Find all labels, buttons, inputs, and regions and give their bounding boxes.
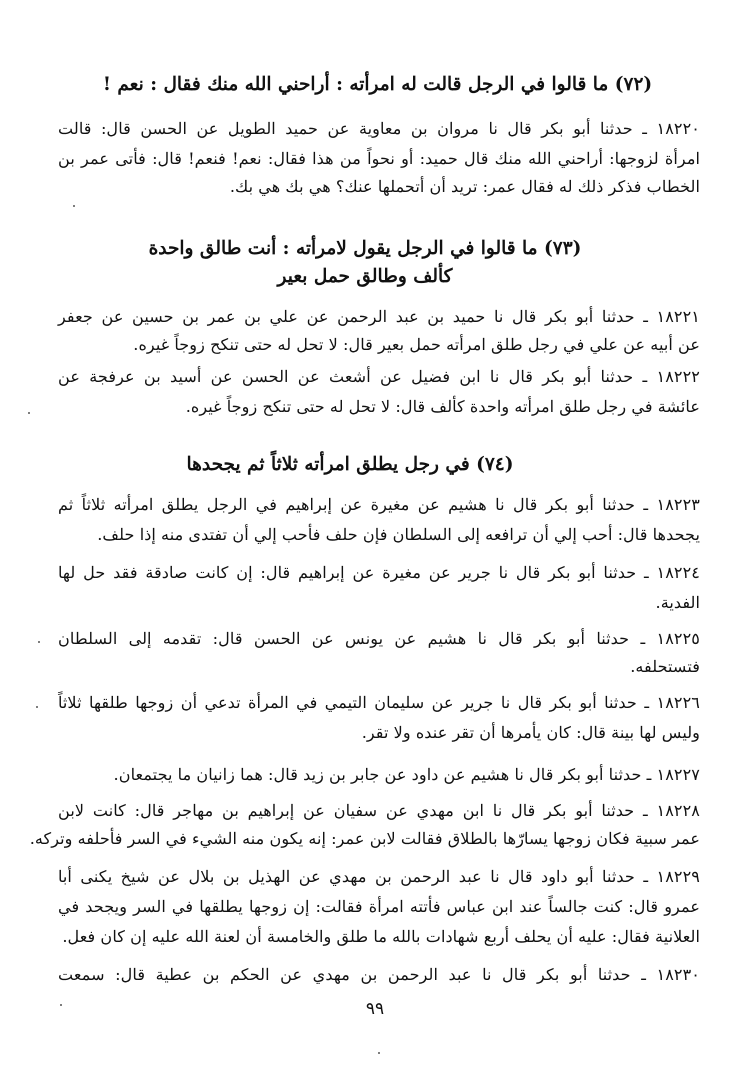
hadith-18229-line-2: عمرو قال: كنت جالساً عند ابن عباس فأتته امرأة فقالت: إن زوجها يطلقها في السر ويجحد في bbox=[58, 897, 700, 916]
hadith-18228-line-1: ١٨٢٢٨ ـ حدثنا أبو بكر قال نا ابن مهدي عن سفيان عن إبراهيم بن مهاجر قال: كانت لابن bbox=[58, 801, 700, 820]
hadith-18220-line-1: ١٨٢٢٠ ـ حدثنا أبو بكر قال نا مروان بن معاوية عن حميد الطويل عن الحسن قال: قالت bbox=[58, 119, 700, 138]
hadith-18224-line-1: ١٨٢٢٤ ـ حدثنا أبو بكر قال نا جرير عن مغيرة عن إبراهيم قال: إن كانت صادقة فقد حل لها bbox=[58, 563, 700, 582]
hadith-18224-line-2: الفدية. bbox=[655, 593, 700, 612]
scan-speck bbox=[36, 706, 38, 708]
hadith-18230-line-1: ١٨٢٣٠ ـ حدثنا أبو بكر قال نا عبد الرحمن بن مهدي عن الحكم بن عطية قال: سمعت bbox=[58, 965, 700, 984]
hadith-18229-line-1: ١٨٢٢٩ ـ حدثنا أبو داود قال نا عبد الرحمن بن مهدي عن الهذيل بن بلال عن شيخ يكنى أبا bbox=[58, 867, 700, 886]
section-heading-73: (٧٣) ما قالوا في الرجل يقول لامرأته : أنت طالق واحدة bbox=[148, 238, 582, 259]
section-heading-73-continued: كألف وطالق حمل بعير bbox=[277, 266, 453, 287]
hadith-18222-line-2: عائشة في رجل طلق امرأته واحدة كألف قال: لا تحل له حتى تنكح زوجاً غيره. bbox=[185, 397, 700, 416]
hadith-18226-line-2: وليس لها بينة قال: كان يأمرها أن تقر عنده ولا تقر. bbox=[361, 723, 700, 742]
hadith-18225-line-1: ١٨٢٢٥ ـ حدثنا أبو بكر قال نا هشيم عن يونس عن الحسن قال: تقدمه إلى السلطان bbox=[58, 629, 700, 648]
hadith-18221-line-1: ١٨٢٢١ ـ حدثنا أبو بكر قال نا حميد بن عبد الرحمن عن علي بن عمر بن حسين عن جعفر bbox=[58, 307, 700, 326]
scan-speck bbox=[38, 641, 40, 643]
hadith-18223-line-1: ١٨٢٢٣ ـ حدثنا أبو بكر قال نا هشيم عن مغيرة عن إبراهيم في الرجل يطلق امرأته ثلاثاً ثم bbox=[58, 495, 700, 514]
scan-speck bbox=[378, 1052, 380, 1054]
hadith-18229-line-3: العلانية فقال: عليه أن يحلف أربع شهادات بالله ما طلق والخامسة أن لعنة الله عليه إن كان فعل. bbox=[62, 927, 700, 946]
hadith-18227-line-1: ١٨٢٢٧ ـ حدثنا أبو بكر قال نا هشيم عن داود عن جابر بن زيد قال: هما زانيان ما يجتمعان. bbox=[113, 765, 700, 784]
scan-speck bbox=[73, 205, 75, 207]
section-heading-74: (٧٤) في رجل يطلق امرأته ثلاثاً ثم يجحدها bbox=[186, 454, 514, 475]
hadith-18225-line-2: فتستحلفه. bbox=[630, 657, 700, 676]
hadith-18226-line-1: ١٨٢٢٦ ـ حدثنا أبو بكر قال نا جرير عن سليمان التيمي في المرأة تدعي أن زوجها طلقها ثلاثاً bbox=[58, 693, 700, 712]
scan-speck bbox=[60, 1004, 62, 1006]
hadith-18220-line-2: امرأة لزوجها: أراحني الله منك قال حميد: أو نحواً من هذا فقال: نعم! فنعم! قال: فأتى عمر بن bbox=[58, 149, 700, 168]
scan-speck bbox=[28, 412, 30, 414]
page-number: ٩٩ bbox=[365, 999, 385, 1019]
hadith-18228-line-2: عمر سبية فكان زوجها يسارّها بالطلاق فقالت لابن عمر: إنه يكون منه الشيء في السر فأحلفه وتركه. bbox=[29, 829, 700, 848]
section-heading-72: (٧٢) ما قالوا في الرجل قالت له امرأته : أراحني الله منك فقال : نعم ! bbox=[102, 74, 653, 95]
hadith-18221-line-2: عن أبيه عن علي في رجل طلق امرأته حمل بعير قال: لا تحل له حتى تنكح زوجاً غيره. bbox=[133, 335, 700, 354]
hadith-18222-line-1: ١٨٢٢٢ ـ حدثنا أبو بكر قال نا ابن فضيل عن أشعث عن الحسن عن أسيد بن عرفجة عن bbox=[58, 367, 700, 386]
hadith-18223-line-2: يجحدها قال: أحب إلي أن ترافعه إلى السلطان فإن حلف فأحب إلي أن تفتدى منه إذا حلف. bbox=[97, 525, 700, 544]
hadith-18220-line-3: الخطاب فذكر ذلك له فقال عمر: تريد أن أتحملها عنك؟ هي بك هي بك. bbox=[229, 177, 700, 196]
